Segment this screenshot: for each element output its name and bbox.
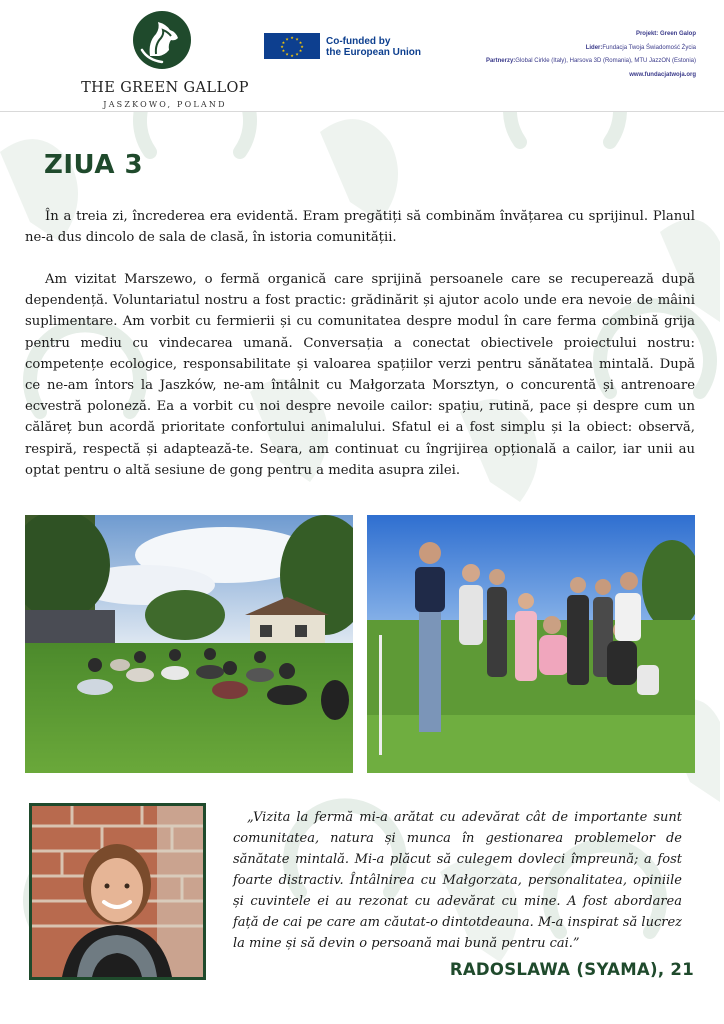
eu-funding-line2: the European Union bbox=[326, 47, 421, 58]
svg-text:★: ★ bbox=[281, 40, 286, 45]
svg-text:★: ★ bbox=[295, 51, 299, 57]
page-header bbox=[0, 0, 724, 112]
page-content bbox=[0, 112, 724, 1024]
horse-head-icon bbox=[132, 10, 192, 70]
article-paragraph-2: Am vizitat Marszewo, o fermă organică care sprijină persoanele care se recuperează după dependență. Voluntariatul nostru a fost practic: grădinărit și ajutor acolo unde era nevoie de mâini suplimentare. Am vorbit cu fermierii și cu comunitatea despre modul în care ferma combină grija pentru mediu cu vindecarea umană. Conversația a conectat obiectivele proiectului nostru: competențe ecologice, responsabilitate și valoarea spațiilor verzi pentru sănătatea mintală. După ce ne-am întors la Jaszków, ne-am întâlnit cu Małgorzata Morsztyn, o concurentă și antrenoare ecvestră poloneză. Ea a vorbit cu noi despre nevoile cailor: spațiu, rutină, pace și despre cum un călăreț bun acordă prioritate confortului animalului. Sfatul ei a fost simplu și la obiect: observă, respiră, respectă și adaptează-te. Seara, am continuat cu îngrijirea opțională a cailor, iar unii au optat pentru o altă sesiune de gong pentru a medita asupra zilei. bbox=[25, 272, 695, 478]
day-title: ZIUA 3 bbox=[44, 150, 144, 180]
leader-value: Fundacja Twoja Świadomość Życia bbox=[602, 44, 696, 51]
author-portrait-photo bbox=[29, 803, 206, 980]
partners-label: Partnerzy: bbox=[485, 58, 516, 64]
svg-text:★: ★ bbox=[290, 35, 294, 40]
project-partners-line bbox=[436, 55, 696, 69]
author-portrait-illustration bbox=[32, 806, 203, 977]
svg-text:★: ★ bbox=[290, 53, 294, 58]
svg-text:★: ★ bbox=[295, 36, 299, 42]
project-name-line bbox=[436, 28, 696, 42]
svg-text:★: ★ bbox=[280, 44, 284, 49]
svg-text:★: ★ bbox=[285, 36, 289, 42]
brand-name: THE GREEN GALLOP bbox=[81, 80, 249, 96]
project-value: Green Galop bbox=[659, 31, 696, 37]
header-divider bbox=[0, 111, 724, 112]
green-gallop-logo bbox=[70, 8, 260, 108]
project-leader-line bbox=[436, 42, 696, 56]
testimonial-author: RADOSLAWA (SYAMA), 21 bbox=[449, 960, 694, 979]
eu-flag-icon bbox=[264, 33, 320, 59]
project-info bbox=[436, 28, 696, 82]
svg-text:★: ★ bbox=[298, 48, 303, 53]
svg-text:★: ★ bbox=[281, 48, 286, 53]
eu-funding-line1: Co-funded by bbox=[326, 36, 391, 47]
svg-text:★: ★ bbox=[298, 40, 303, 45]
project-label: Projekt: bbox=[635, 31, 659, 37]
group-standing-photo bbox=[367, 515, 695, 773]
svg-text:★: ★ bbox=[300, 44, 304, 49]
leader-label: Lider: bbox=[585, 44, 603, 51]
group-sitting-illustration bbox=[25, 515, 353, 773]
project-website-link[interactable] bbox=[436, 69, 696, 83]
eu-funding-text bbox=[326, 36, 421, 58]
article-paragraph-1: În a treia zi, încrederea era evidentă. Eram pregătiți să combinăm învățarea cu sprijinul. Planul ne-a dus dincolo de sala de clasă, în istoria comunității. bbox=[25, 209, 695, 246]
testimonial-quote: „Vizita la fermă mi-a arătat cu adevărat cât de importante sunt comunitatea, natura și munca în gestionarea problemelor de sănătate mintală. Mi-a plăcut să culegem dovleci împreună; a fost foarte distractiv. Întâlnirea cu Małgorzata, personalitatea, opiniile și cuvintele ei au rezonat cu adevărat cu mine. A fost abordarea față de cai pe care am căutat-o dintotdeauna. M-a inspirat să lucrez la mine și să devin o persoană mai bună pentru cai.” bbox=[233, 810, 682, 951]
svg-text:★: ★ bbox=[285, 51, 289, 57]
website-text: www.fundacjatwoja.org bbox=[629, 71, 696, 78]
group-standing-illustration bbox=[367, 515, 695, 773]
eu-funding-badge bbox=[264, 33, 464, 61]
partners-value: Global Cirkle (Italy), Harsova 3D (Romania), MTU JazzON (Estonia) bbox=[515, 58, 696, 64]
brand-location: JASZKOWO, POLAND bbox=[103, 100, 227, 109]
group-sitting-photo bbox=[25, 515, 353, 773]
